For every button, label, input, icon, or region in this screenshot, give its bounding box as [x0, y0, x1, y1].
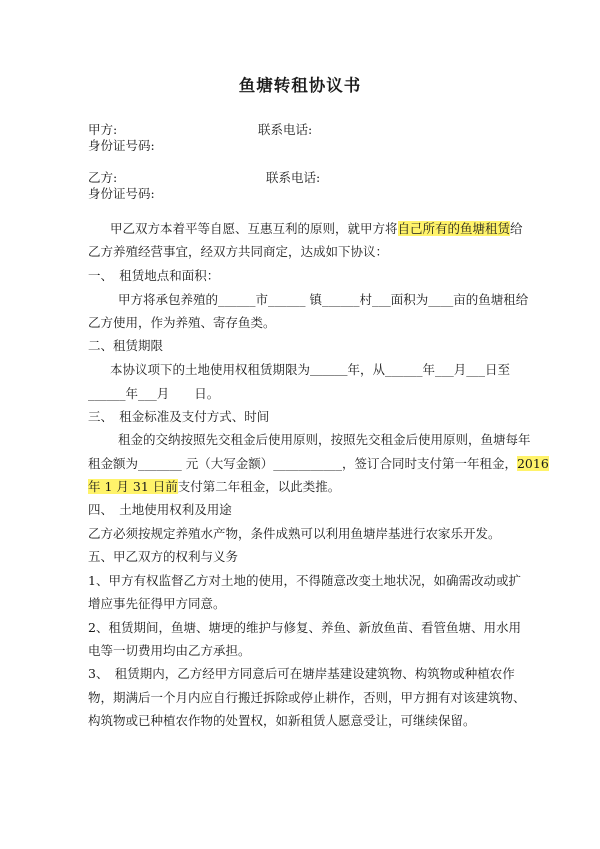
section-5-item-2-line-1: 2、租赁期间，鱼塘、塘埂的维护与修复、养鱼、新放鱼苗、看管鱼塘、用水用 — [88, 620, 521, 635]
section-3-year-highlight: 2016 — [516, 456, 549, 471]
section-1-line-2: 乙方使用，作为养殖、寄存鱼类。 — [88, 315, 276, 330]
section-3-line-1: 租金的交纳按照先交租金后使用原则，按照先交租金后使用原则，鱼塘每年 — [118, 432, 531, 447]
party-b-label: 乙方: — [88, 170, 118, 185]
intro-text: 甲乙双方本着平等自愿、互惠互利的原则，就甲方将 — [110, 221, 398, 236]
section-2-heading: 二、租赁期限 — [88, 338, 164, 353]
party-a-id-label: 身份证号码: — [88, 138, 155, 153]
section-5-item-3-line-1: 3、 租赁期内，乙方经甲方同意后可在塘岸基建设建筑物、构筑物或种植农作 — [88, 666, 515, 681]
section-3-heading: 三、 租金标准及支付方式、时间 — [88, 409, 270, 424]
document-title: 鱼塘转租协议书 — [238, 76, 362, 95]
section-2-line-1: 本协议项下的土地使用权租赁期限为＿＿＿年，从______年___月___日至 — [110, 362, 511, 377]
section-3-line-3 — [88, 479, 340, 495]
party-b-phone-label: 联系电话: — [266, 170, 321, 185]
section-1-line-1: 甲方将承包养殖的______市______ 镇______村___面积为____亩的鱼塘租给 — [118, 292, 529, 307]
section-3-line-2-text: 租金额为_______ 元（大写金额）___________，签订合同时支付第一年租金， — [88, 456, 517, 471]
section-4-line-1: 乙方必须按规定养殖水产物，条件成熟可以利用鱼塘岸基进行农家乐开发。 — [88, 526, 501, 541]
intro-paragraph — [110, 221, 523, 237]
party-a-phone-label: 联系电话: — [258, 122, 313, 137]
party-b-id-label: 身份证号码: — [88, 186, 155, 201]
section-3-line-2 — [88, 456, 549, 472]
section-5-item-1-line-2: 增应事先征得甲方同意。 — [88, 596, 226, 611]
section-1-heading: 一、 租赁地点和面积： — [88, 268, 220, 283]
party-a-label: 甲方: — [88, 122, 118, 137]
intro-text-end: 给 — [510, 221, 523, 236]
section-3-line-3-text: 支付第二年租金，以此类推。 — [177, 479, 341, 494]
intro-highlight: 自己所有的鱼塘租赁 — [397, 221, 511, 236]
section-5-item-3-line-2: 物，期满后一个月内应自行搬迁拆除或停止耕作，否则，甲方拥有对该建筑物、 — [88, 690, 526, 705]
section-2-line-2: ______年___月 日。 — [88, 386, 220, 401]
section-3-date-highlight: 年 1 月 31 日前 — [88, 479, 178, 494]
section-5-item-3-line-3: 构筑物或已种植农作物的处置权，如新租赁人愿意受让，可继续保留。 — [88, 713, 476, 728]
intro-line-2: 乙方养殖经营事宜，经双方共同商定，达成如下协议： — [88, 244, 389, 259]
section-5-item-1-line-1: 1、甲方有权监督乙方对土地的使用，不得随意改变土地状况，如确需改动或扩 — [88, 573, 521, 588]
section-4-heading: 四、 土地使用权利及用途 — [88, 502, 232, 517]
section-5-heading: 五、甲乙双方的权利与义务 — [88, 549, 239, 564]
section-5-item-2-line-2: 电等一切费用均由乙方承担。 — [88, 643, 251, 658]
